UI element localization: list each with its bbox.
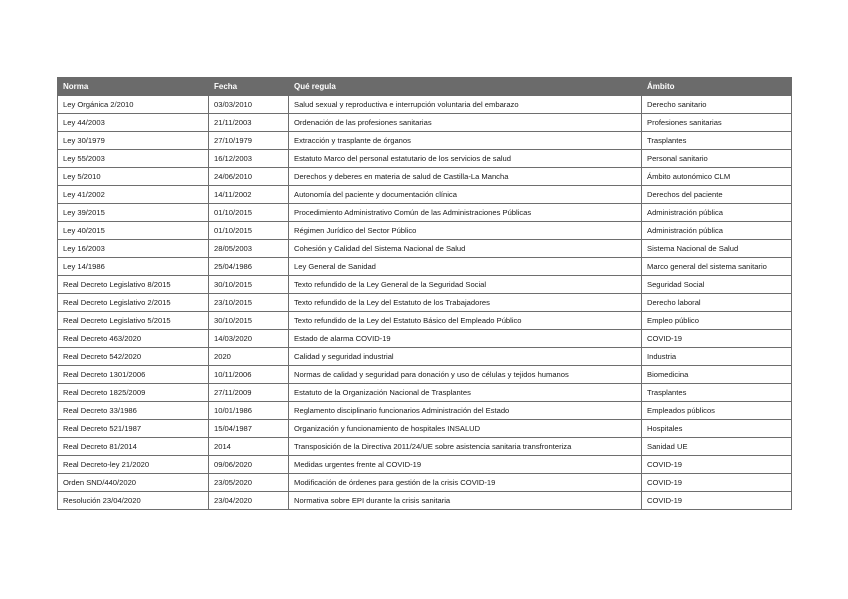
cell-que-regula: Procedimiento Administrativo Común de las Administraciones Públicas [289, 204, 642, 222]
cell-que-regula: Texto refundido de la Ley General de la Seguridad Social [289, 276, 642, 294]
cell-ambito: Hospitales [642, 420, 792, 438]
cell-fecha: 03/03/2010 [209, 96, 289, 114]
cell-fecha: 15/04/1987 [209, 420, 289, 438]
cell-fecha: 21/11/2003 [209, 114, 289, 132]
table-row [58, 456, 792, 474]
cell-norma: Ley Orgánica 2/2010 [58, 96, 209, 114]
regulations-table [57, 77, 792, 510]
cell-fecha: 23/04/2020 [209, 492, 289, 510]
table-row [58, 402, 792, 420]
cell-fecha: 27/11/2009 [209, 384, 289, 402]
cell-ambito: Sanidad UE [642, 438, 792, 456]
cell-ambito: COVID-19 [642, 492, 792, 510]
cell-fecha: 14/03/2020 [209, 330, 289, 348]
table-row [58, 150, 792, 168]
cell-ambito: Trasplantes [642, 384, 792, 402]
cell-ambito: Ámbito autonómico CLM [642, 168, 792, 186]
cell-que-regula: Estatuto Marco del personal estatutario de los servicios de salud [289, 150, 642, 168]
cell-ambito: Administración pública [642, 204, 792, 222]
table-row [58, 438, 792, 456]
table-row [58, 384, 792, 402]
cell-que-regula: Extracción y trasplante de órganos [289, 132, 642, 150]
cell-norma: Real Decreto-ley 21/2020 [58, 456, 209, 474]
cell-que-regula: Derechos y deberes en materia de salud de Castilla-La Mancha [289, 168, 642, 186]
cell-ambito: Derecho laboral [642, 294, 792, 312]
table-row [58, 96, 792, 114]
cell-ambito: Empleados públicos [642, 402, 792, 420]
cell-ambito: COVID-19 [642, 474, 792, 492]
cell-que-regula: Salud sexual y reproductiva e interrupción voluntaria del embarazo [289, 96, 642, 114]
table-body [58, 96, 792, 510]
table-row [58, 294, 792, 312]
table-header-row [58, 78, 792, 96]
cell-que-regula: Estado de alarma COVID-19 [289, 330, 642, 348]
table-row [58, 204, 792, 222]
cell-ambito: Derechos del paciente [642, 186, 792, 204]
cell-ambito: Personal sanitario [642, 150, 792, 168]
cell-ambito: Sistema Nacional de Salud [642, 240, 792, 258]
table-row [58, 348, 792, 366]
cell-norma: Ley 39/2015 [58, 204, 209, 222]
cell-fecha: 23/05/2020 [209, 474, 289, 492]
cell-norma: Real Decreto 81/2014 [58, 438, 209, 456]
cell-que-regula: Normas de calidad y seguridad para donación y uso de células y tejidos humanos [289, 366, 642, 384]
table-row [58, 132, 792, 150]
table-row [58, 312, 792, 330]
cell-fecha: 01/10/2015 [209, 222, 289, 240]
cell-fecha: 01/10/2015 [209, 204, 289, 222]
cell-norma: Orden SND/440/2020 [58, 474, 209, 492]
cell-fecha: 27/10/1979 [209, 132, 289, 150]
table-row [58, 114, 792, 132]
table-row [58, 330, 792, 348]
cell-fecha: 30/10/2015 [209, 312, 289, 330]
cell-fecha: 10/01/1986 [209, 402, 289, 420]
cell-fecha: 28/05/2003 [209, 240, 289, 258]
cell-norma: Real Decreto Legislativo 2/2015 [58, 294, 209, 312]
cell-que-regula: Estatuto de la Organización Nacional de Trasplantes [289, 384, 642, 402]
cell-ambito: COVID-19 [642, 330, 792, 348]
cell-que-regula: Transposición de la Directiva 2011/24/UE sobre asistencia sanitaria transfronteriza [289, 438, 642, 456]
cell-norma: Real Decreto Legislativo 8/2015 [58, 276, 209, 294]
table-row [58, 222, 792, 240]
cell-fecha: 2014 [209, 438, 289, 456]
cell-que-regula: Ordenación de las profesiones sanitarias [289, 114, 642, 132]
table-row [58, 420, 792, 438]
table-row [58, 240, 792, 258]
cell-norma: Real Decreto 521/1987 [58, 420, 209, 438]
cell-que-regula: Autonomía del paciente y documentación clínica [289, 186, 642, 204]
cell-fecha: 25/04/1986 [209, 258, 289, 276]
cell-norma: Real Decreto Legislativo 5/2015 [58, 312, 209, 330]
cell-norma: Resolución 23/04/2020 [58, 492, 209, 510]
cell-ambito: Seguridad Social [642, 276, 792, 294]
cell-norma: Ley 44/2003 [58, 114, 209, 132]
cell-que-regula: Texto refundido de la Ley del Estatuto de los Trabajadores [289, 294, 642, 312]
cell-ambito: Derecho sanitario [642, 96, 792, 114]
cell-fecha: 14/11/2002 [209, 186, 289, 204]
cell-que-regula: Reglamento disciplinario funcionarios Administración del Estado [289, 402, 642, 420]
cell-norma: Ley 5/2010 [58, 168, 209, 186]
cell-norma: Ley 41/2002 [58, 186, 209, 204]
table-row [58, 492, 792, 510]
cell-fecha: 23/10/2015 [209, 294, 289, 312]
cell-ambito: Administración pública [642, 222, 792, 240]
cell-fecha: 2020 [209, 348, 289, 366]
header-que-regula: Qué regula [289, 78, 642, 96]
cell-ambito: Industria [642, 348, 792, 366]
cell-que-regula: Régimen Jurídico del Sector Público [289, 222, 642, 240]
cell-norma: Real Decreto 1825/2009 [58, 384, 209, 402]
cell-ambito: Empleo público [642, 312, 792, 330]
table-row [58, 258, 792, 276]
cell-fecha: 24/06/2010 [209, 168, 289, 186]
cell-norma: Ley 14/1986 [58, 258, 209, 276]
cell-norma: Ley 16/2003 [58, 240, 209, 258]
cell-que-regula: Ley General de Sanidad [289, 258, 642, 276]
cell-que-regula: Organización y funcionamiento de hospitales INSALUD [289, 420, 642, 438]
table-row [58, 168, 792, 186]
cell-ambito: Profesiones sanitarias [642, 114, 792, 132]
cell-norma: Real Decreto 463/2020 [58, 330, 209, 348]
cell-norma: Real Decreto 1301/2006 [58, 366, 209, 384]
cell-que-regula: Modificación de órdenes para gestión de la crisis COVID-19 [289, 474, 642, 492]
table-row [58, 474, 792, 492]
cell-que-regula: Normativa sobre EPI durante la crisis sanitaria [289, 492, 642, 510]
cell-norma: Ley 30/1979 [58, 132, 209, 150]
cell-norma: Real Decreto 33/1986 [58, 402, 209, 420]
cell-ambito: Marco general del sistema sanitario [642, 258, 792, 276]
table-row [58, 366, 792, 384]
cell-que-regula: Calidad y seguridad industrial [289, 348, 642, 366]
cell-que-regula: Medidas urgentes frente al COVID-19 [289, 456, 642, 474]
table-row [58, 186, 792, 204]
header-fecha: Fecha [209, 78, 289, 96]
cell-fecha: 30/10/2015 [209, 276, 289, 294]
cell-ambito: Biomedicina [642, 366, 792, 384]
header-norma: Norma [58, 78, 209, 96]
header-ambito: Ámbito [642, 78, 792, 96]
cell-norma: Ley 55/2003 [58, 150, 209, 168]
cell-fecha: 09/06/2020 [209, 456, 289, 474]
cell-que-regula: Cohesión y Calidad del Sistema Nacional de Salud [289, 240, 642, 258]
cell-ambito: Trasplantes [642, 132, 792, 150]
cell-fecha: 16/12/2003 [209, 150, 289, 168]
cell-que-regula: Texto refundido de la Ley del Estatuto Básico del Empleado Público [289, 312, 642, 330]
table-row [58, 276, 792, 294]
cell-ambito: COVID-19 [642, 456, 792, 474]
cell-norma: Real Decreto 542/2020 [58, 348, 209, 366]
cell-norma: Ley 40/2015 [58, 222, 209, 240]
cell-fecha: 10/11/2006 [209, 366, 289, 384]
